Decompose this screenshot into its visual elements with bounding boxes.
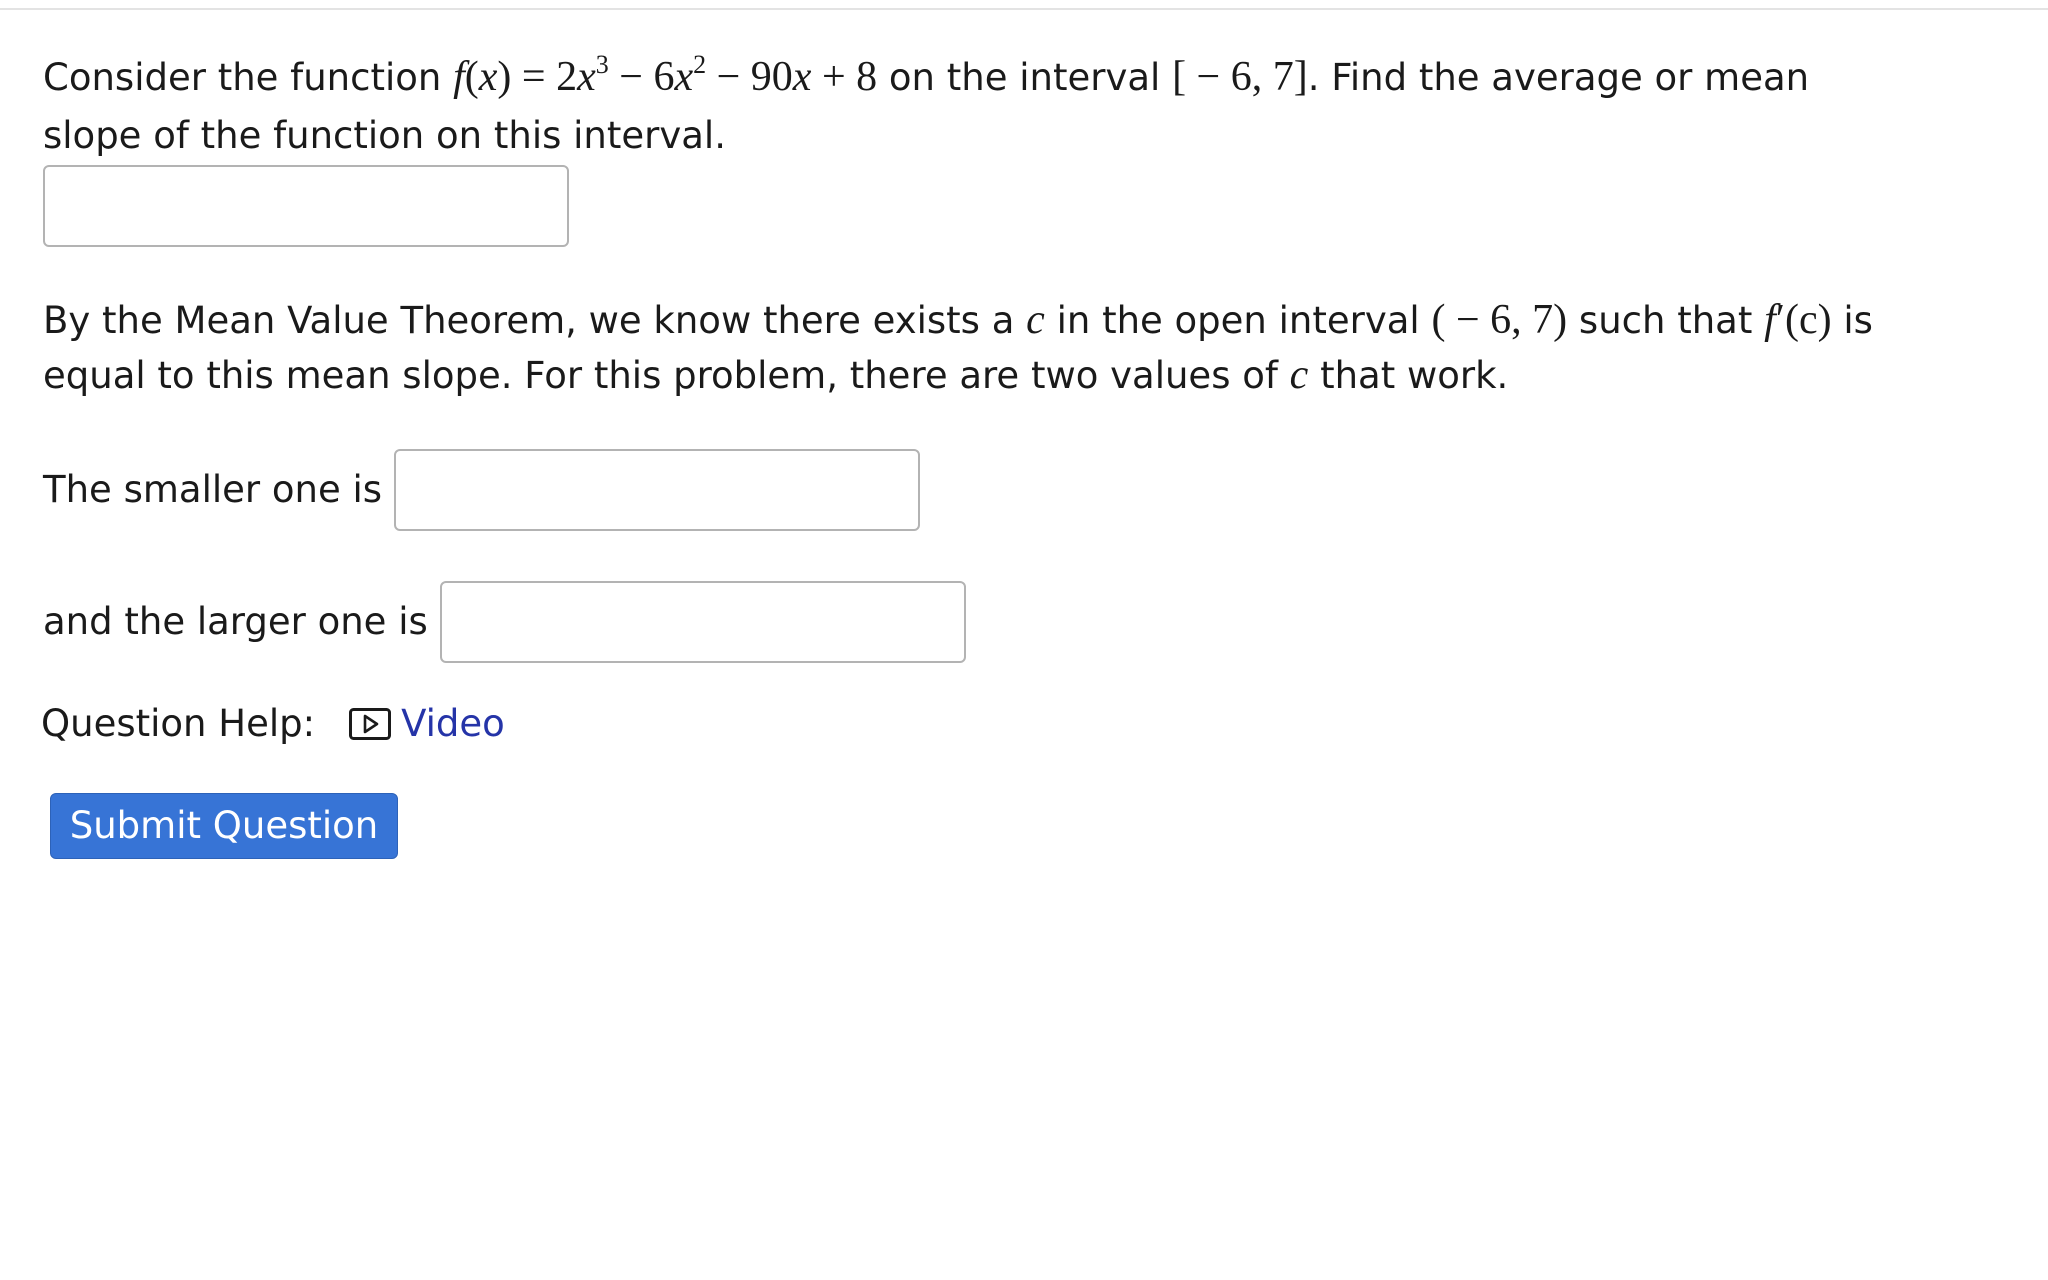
question-text-line2: slope of the function on this interval. <box>43 114 726 157</box>
submit-question-button[interactable]: Submit Question <box>50 793 398 859</box>
smaller-value-label: The smaller one is <box>43 468 383 511</box>
larger-value-label: and the larger one is <box>43 600 428 643</box>
smaller-value-input[interactable] <box>394 449 920 531</box>
top-divider <box>0 8 2048 10</box>
submit-row <box>43 793 1963 859</box>
open-interval: ( − 6, 7) <box>1431 297 1568 343</box>
video-link-label: Video <box>401 702 505 745</box>
play-video-icon <box>349 708 391 740</box>
mean-slope-input[interactable] <box>43 165 569 247</box>
closed-interval: [ − 6, 7] <box>1172 54 1308 100</box>
question-body <box>43 50 1963 859</box>
derivative-expression: f′(c) <box>1764 297 1832 343</box>
video-help-link[interactable] <box>349 697 505 751</box>
question-help-row <box>43 697 1963 751</box>
larger-value-input[interactable] <box>440 581 966 663</box>
larger-value-row <box>43 581 1963 663</box>
function-expression: $f(x) = 2x^3 - 6x^2 - 90x + 8$ <box>453 50 878 100</box>
mvt-text-line2: equal to this mean slope. For this problem, there are two values of c that work. <box>43 352 1509 398</box>
mvt-text-line1: By the Mean Value Theorem, we know there exists a c in the open interval ( − 6, 7) such that f′(c) is <box>43 297 1873 343</box>
smaller-value-row <box>43 449 1963 531</box>
question-text-line1: Consider the function $f(x) = 2x^3 - 6x^2 - 90x + 8$ on the interval [ − 6, 7]. Find the average or mean <box>43 50 1810 100</box>
question-help-label: Question Help: <box>41 702 316 745</box>
